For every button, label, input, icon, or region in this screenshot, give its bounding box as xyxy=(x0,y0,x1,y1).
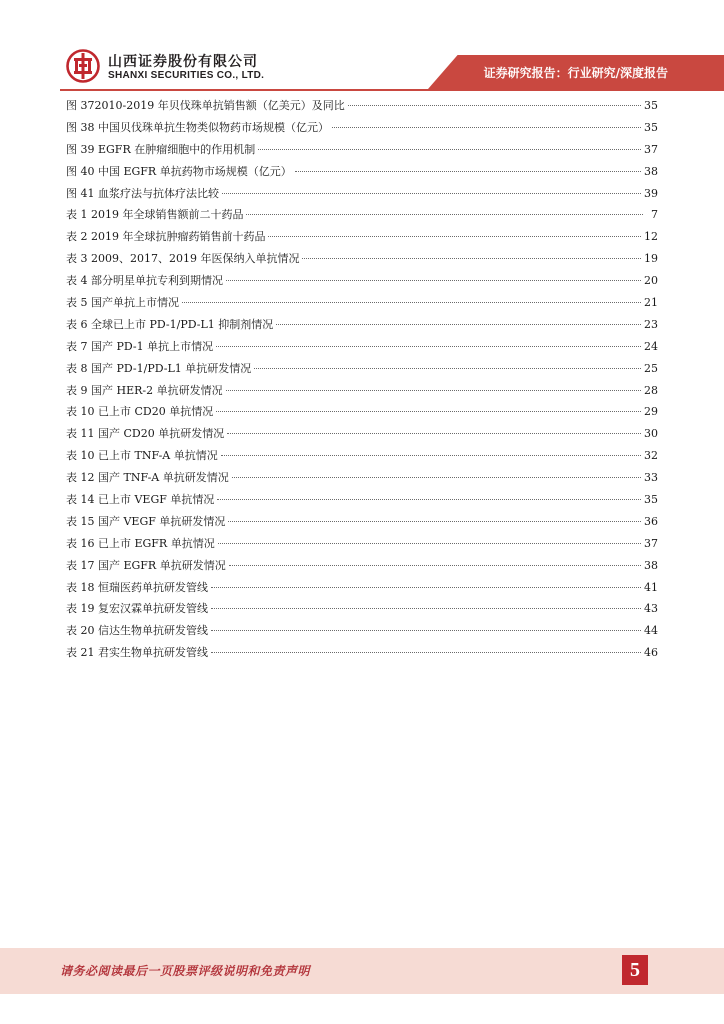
toc-leader-dots xyxy=(222,193,641,194)
toc-leader-dots xyxy=(229,565,641,566)
disclaimer-notice: 请务必阅读最后一页股票评级说明和免责声明 xyxy=(60,964,311,978)
toc-entry-label: 表 2 2019 年全球抗肿瘤药销售前十药品 xyxy=(66,230,266,244)
toc-leader-dots xyxy=(228,521,641,522)
toc-entry-label: 图 41 血浆疗法与抗体疗法比较 xyxy=(66,186,219,200)
toc-entry[interactable] xyxy=(66,250,658,272)
toc-entry-label: 表 19 复宏汉霖单抗研发管线 xyxy=(66,602,208,616)
toc-leader-dots xyxy=(348,105,641,106)
toc-entry-label: 表 7 国产 PD-1 单抗上市情况 xyxy=(66,339,214,353)
toc-entry[interactable] xyxy=(66,403,658,425)
toc-entry[interactable] xyxy=(66,535,658,557)
toc-entry[interactable] xyxy=(66,338,658,360)
toc-entry[interactable] xyxy=(66,119,658,141)
toc-entry-page: 46 xyxy=(644,646,658,660)
toc-entry-label: 表 10 已上市 CD20 单抗情况 xyxy=(66,405,214,419)
toc-leader-dots xyxy=(182,302,641,303)
toc-entry[interactable] xyxy=(66,382,658,404)
toc-entry-label: 表 17 国产 EGFR 单抗研发情况 xyxy=(66,558,226,572)
toc-entry-page: 43 xyxy=(644,602,658,616)
toc-entry[interactable] xyxy=(66,97,658,119)
toc-entry-label: 表 8 国产 PD-1/PD-L1 单抗研发情况 xyxy=(66,361,252,375)
toc-leader-dots xyxy=(258,149,641,150)
toc-entry-label: 表 21 君实生物单抗研发管线 xyxy=(66,646,208,660)
toc-entry-label: 表 12 国产 TNF-A 单抗研发情况 xyxy=(66,471,229,485)
toc-entry-label: 表 18 恒瑞医药单抗研发管线 xyxy=(66,580,208,594)
toc-entry-page: 41 xyxy=(644,580,658,594)
toc-leader-dots xyxy=(226,390,641,391)
toc-entry-label: 表 4 部分明星单抗专利到期情况 xyxy=(66,274,223,288)
toc-entry-label: 图 40 中国 EGFR 单抗药物市场规模（亿元） xyxy=(66,164,292,178)
toc-leader-dots xyxy=(276,324,641,325)
toc-leader-dots xyxy=(246,214,643,215)
toc-entry[interactable] xyxy=(66,272,658,294)
toc-leader-dots xyxy=(332,127,641,128)
toc-leader-dots xyxy=(211,608,641,609)
toc-entry-label: 图 39 EGFR 在肿瘤细胞中的作用机制 xyxy=(66,142,256,156)
toc-entry-label: 表 9 国产 HER-2 单抗研发情况 xyxy=(66,383,223,397)
toc-leader-dots xyxy=(211,630,641,631)
toc-entry-label: 表 14 已上市 VEGF 单抗情况 xyxy=(66,493,215,507)
page-footer xyxy=(0,948,724,994)
shanxi-securities-logo-icon xyxy=(66,49,100,83)
toc-entry-label: 表 6 全球已上市 PD-1/PD-L1 抑制剂情况 xyxy=(66,317,274,331)
company-name-cn: 山西证券股份有限公司 xyxy=(108,54,258,70)
toc-entry-page: 7 xyxy=(651,208,658,222)
toc-entry[interactable] xyxy=(66,141,658,163)
table-of-contents xyxy=(66,97,658,666)
toc-entry-page: 25 xyxy=(644,361,658,375)
toc-leader-dots xyxy=(216,346,641,347)
toc-entry[interactable] xyxy=(66,557,658,579)
toc-leader-dots xyxy=(211,587,641,588)
toc-leader-dots xyxy=(295,171,641,172)
toc-entry-label: 图 372010-2019 年贝伐珠单抗销售额（亿美元）及同比 xyxy=(66,99,345,112)
toc-leader-dots xyxy=(302,258,641,259)
toc-entry[interactable] xyxy=(66,513,658,535)
toc-entry[interactable] xyxy=(66,491,658,513)
toc-entry-page: 28 xyxy=(644,383,658,397)
toc-entry-page: 36 xyxy=(644,514,658,528)
toc-entry[interactable] xyxy=(66,600,658,622)
toc-leader-dots xyxy=(216,411,641,412)
toc-leader-dots xyxy=(211,652,641,653)
report-type-label: 证券研究报告：行业研究/深度报告 xyxy=(483,66,668,80)
toc-entry[interactable] xyxy=(66,228,658,250)
toc-leader-dots xyxy=(232,477,641,478)
toc-entry-label: 图 38 中国贝伐珠单抗生物类似物药市场规模（亿元） xyxy=(66,120,329,134)
company-name-en: SHANXI SECURITIES CO., LTD. xyxy=(108,70,265,81)
toc-entry-page: 20 xyxy=(644,274,658,288)
toc-entry-page: 37 xyxy=(644,142,658,156)
toc-entry-label: 表 15 国产 VEGF 单抗研发情况 xyxy=(66,514,226,528)
toc-entry-page: 37 xyxy=(644,536,658,550)
toc-entry[interactable] xyxy=(66,206,658,228)
header-divider xyxy=(60,89,724,91)
toc-leader-dots xyxy=(218,543,641,544)
page-header xyxy=(0,0,724,92)
toc-entry-page: 38 xyxy=(644,558,658,572)
toc-leader-dots xyxy=(254,368,641,369)
toc-entry[interactable] xyxy=(66,316,658,338)
toc-entry[interactable] xyxy=(66,360,658,382)
page-number: 5 xyxy=(622,955,648,985)
toc-entry-label: 表 20 信达生物单抗研发管线 xyxy=(66,624,208,638)
toc-leader-dots xyxy=(221,455,641,456)
toc-entry-page: 44 xyxy=(644,624,658,638)
toc-entry-page: 24 xyxy=(644,339,658,353)
toc-entry[interactable] xyxy=(66,644,658,666)
toc-entry[interactable] xyxy=(66,469,658,491)
toc-entry[interactable] xyxy=(66,185,658,207)
toc-entry-page: 38 xyxy=(644,164,658,178)
toc-entry[interactable] xyxy=(66,622,658,644)
toc-entry[interactable] xyxy=(66,579,658,601)
toc-entry-page: 30 xyxy=(644,427,658,441)
toc-entry[interactable] xyxy=(66,425,658,447)
toc-entry-label: 表 3 2009、2017、2019 年医保纳入单抗情况 xyxy=(66,252,300,266)
toc-entry-page: 32 xyxy=(644,449,658,463)
toc-entry-page: 12 xyxy=(644,230,658,244)
toc-entry-page: 33 xyxy=(644,471,658,485)
toc-entry[interactable] xyxy=(66,294,658,316)
toc-entry-page: 35 xyxy=(644,99,658,112)
toc-entry-page: 23 xyxy=(644,317,658,331)
toc-entry-label: 表 16 已上市 EGFR 单抗情况 xyxy=(66,536,215,550)
toc-leader-dots xyxy=(217,499,641,500)
toc-entry-page: 19 xyxy=(644,252,658,266)
toc-leader-dots xyxy=(268,236,641,237)
toc-entry[interactable] xyxy=(66,163,658,185)
toc-entry[interactable] xyxy=(66,447,658,469)
toc-leader-dots xyxy=(226,280,641,281)
toc-leader-dots xyxy=(227,433,641,434)
toc-entry-page: 39 xyxy=(644,186,658,200)
toc-entry-page: 35 xyxy=(644,493,658,507)
toc-entry-label: 表 5 国产单抗上市情况 xyxy=(66,296,179,310)
toc-entry-page: 21 xyxy=(644,296,658,310)
toc-entry-page: 35 xyxy=(644,120,658,134)
toc-entry-page: 29 xyxy=(644,405,658,419)
toc-entry-label: 表 10 已上市 TNF-A 单抗情况 xyxy=(66,449,218,463)
toc-entry-label: 表 1 2019 年全球销售额前二十药品 xyxy=(66,208,244,222)
toc-entry-label: 表 11 国产 CD20 单抗研发情况 xyxy=(66,427,225,441)
